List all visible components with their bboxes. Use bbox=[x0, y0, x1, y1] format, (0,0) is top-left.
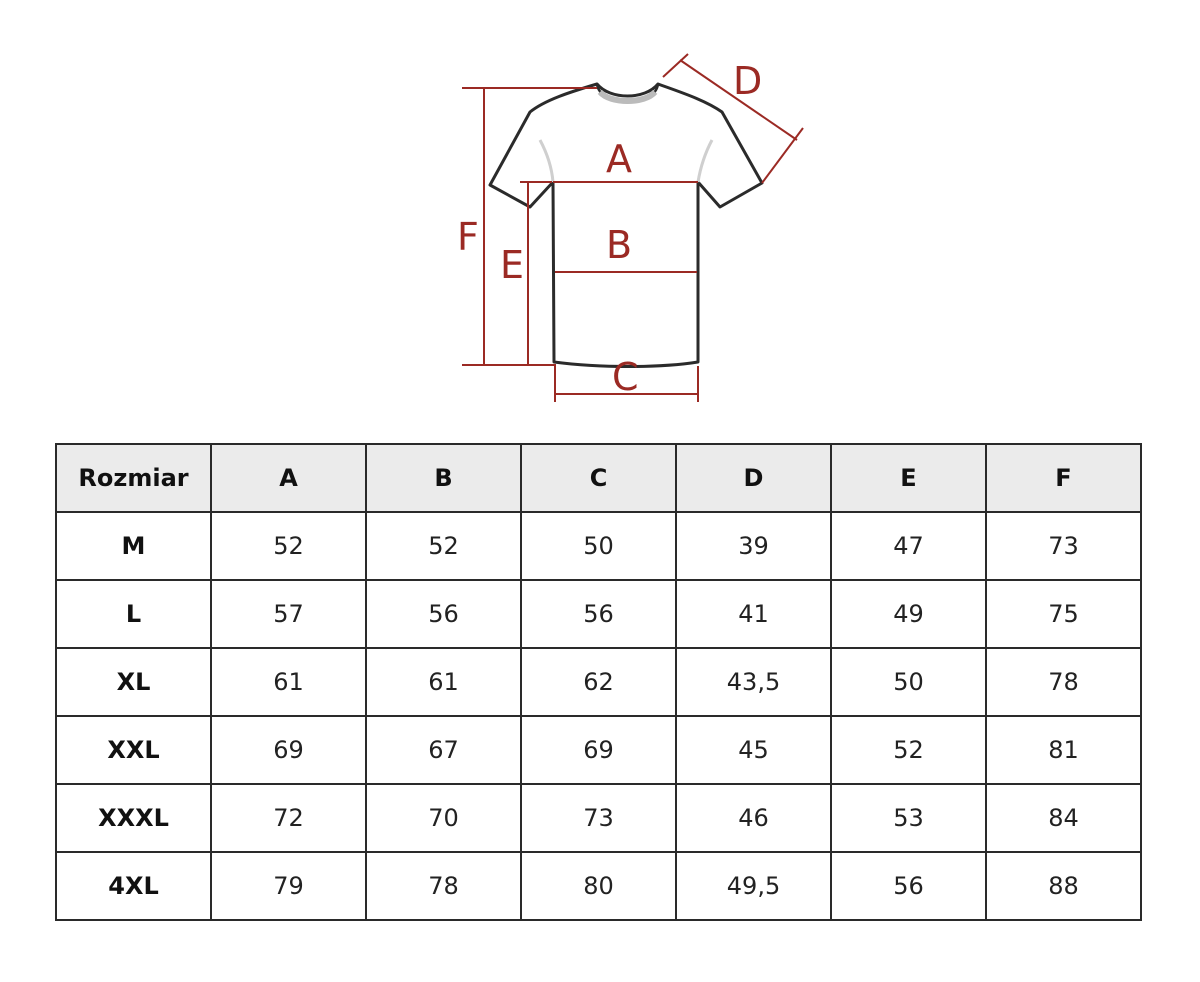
value-cell-c: 62 bbox=[521, 648, 676, 716]
value-cell-d: 39 bbox=[676, 512, 831, 580]
value-cell-f: 88 bbox=[986, 852, 1141, 920]
value-cell-c: 73 bbox=[521, 784, 676, 852]
value-cell-e: 47 bbox=[831, 512, 986, 580]
table-row bbox=[56, 580, 1141, 648]
size-cell: XL bbox=[56, 648, 211, 716]
value-cell-c: 50 bbox=[521, 512, 676, 580]
label-f: F bbox=[457, 215, 479, 259]
table-row bbox=[56, 784, 1141, 852]
size-cell: XXXL bbox=[56, 784, 211, 852]
header-row bbox=[56, 444, 1141, 512]
size-cell: XXL bbox=[56, 716, 211, 784]
size-cell: M bbox=[56, 512, 211, 580]
header-f: F bbox=[986, 444, 1141, 512]
value-cell-c: 56 bbox=[521, 580, 676, 648]
value-cell-d: 41 bbox=[676, 580, 831, 648]
value-cell-a: 69 bbox=[211, 716, 366, 784]
header-d: D bbox=[676, 444, 831, 512]
value-cell-a: 79 bbox=[211, 852, 366, 920]
table-row bbox=[56, 852, 1141, 920]
header-a: A bbox=[211, 444, 366, 512]
value-cell-b: 78 bbox=[366, 852, 521, 920]
value-cell-e: 53 bbox=[831, 784, 986, 852]
value-cell-a: 52 bbox=[211, 512, 366, 580]
value-cell-d: 45 bbox=[676, 716, 831, 784]
size-chart-body bbox=[56, 512, 1141, 920]
value-cell-d: 49,5 bbox=[676, 852, 831, 920]
value-cell-a: 57 bbox=[211, 580, 366, 648]
size-chart-table bbox=[55, 443, 1142, 921]
value-cell-a: 61 bbox=[211, 648, 366, 716]
value-cell-c: 80 bbox=[521, 852, 676, 920]
size-chart-header bbox=[56, 444, 1141, 512]
value-cell-f: 75 bbox=[986, 580, 1141, 648]
label-c: C bbox=[612, 355, 639, 399]
label-a: A bbox=[606, 137, 632, 181]
value-cell-f: 84 bbox=[986, 784, 1141, 852]
header-e: E bbox=[831, 444, 986, 512]
tshirt-size-diagram bbox=[0, 0, 1200, 420]
label-d: D bbox=[733, 59, 763, 103]
value-cell-b: 56 bbox=[366, 580, 521, 648]
label-b: B bbox=[606, 223, 633, 267]
value-cell-a: 72 bbox=[211, 784, 366, 852]
label-e: E bbox=[500, 243, 525, 287]
header-b: B bbox=[366, 444, 521, 512]
value-cell-c: 69 bbox=[521, 716, 676, 784]
size-cell: L bbox=[56, 580, 211, 648]
table-row bbox=[56, 648, 1141, 716]
header-c: C bbox=[521, 444, 676, 512]
table-row bbox=[56, 512, 1141, 580]
value-cell-b: 70 bbox=[366, 784, 521, 852]
header-size: Rozmiar bbox=[56, 444, 211, 512]
tshirt-diagram-svg bbox=[0, 0, 1200, 420]
value-cell-f: 81 bbox=[986, 716, 1141, 784]
value-cell-d: 43,5 bbox=[676, 648, 831, 716]
value-cell-f: 73 bbox=[986, 512, 1141, 580]
value-cell-d: 46 bbox=[676, 784, 831, 852]
value-cell-e: 52 bbox=[831, 716, 986, 784]
value-cell-b: 67 bbox=[366, 716, 521, 784]
value-cell-b: 52 bbox=[366, 512, 521, 580]
value-cell-b: 61 bbox=[366, 648, 521, 716]
value-cell-e: 56 bbox=[831, 852, 986, 920]
size-cell: 4XL bbox=[56, 852, 211, 920]
value-cell-e: 49 bbox=[831, 580, 986, 648]
value-cell-f: 78 bbox=[986, 648, 1141, 716]
value-cell-e: 50 bbox=[831, 648, 986, 716]
table-row bbox=[56, 716, 1141, 784]
